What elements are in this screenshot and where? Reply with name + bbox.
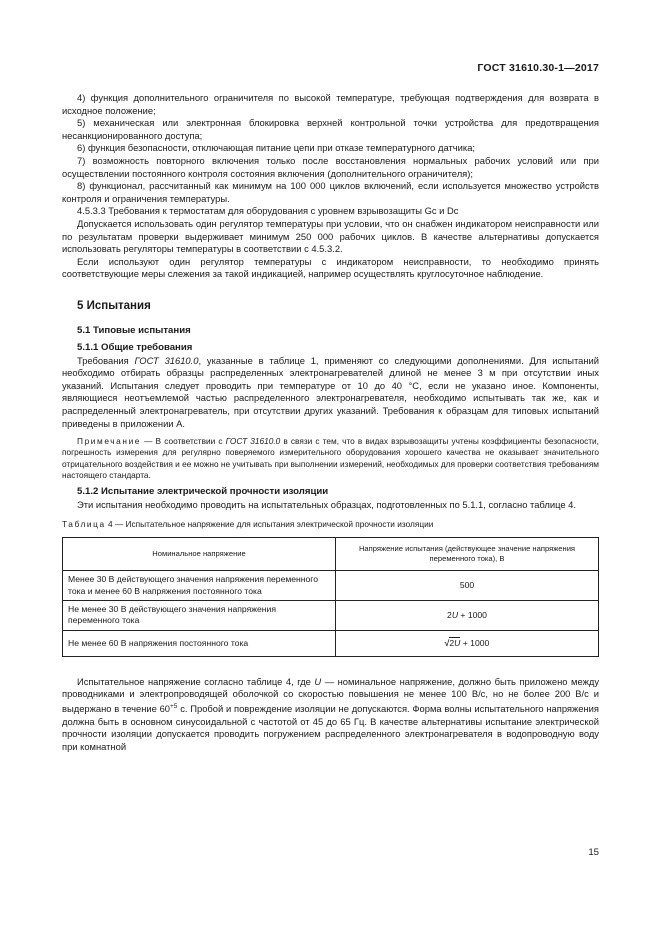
list-item: 5) механическая или электронная блокировка верхней контрольной точки устройства для предотвращения несанкционированного доступа; (62, 117, 599, 141)
standard-reference: ГОСТ 31610.0 (134, 354, 199, 366)
standard-reference: ГОСТ 31610.0 (225, 436, 281, 447)
table-row (63, 571, 599, 601)
page-content (62, 92, 599, 754)
paragraph-5-1-1: Требования ГОСТ 31610.0, указанные в таблице 1, применяют со следующими дополнениями. Для испытаний необходимо отбирать образцы распределенных электронагревателей длиной не менее 3 м при отсутствии иных указаний. Испытания следует проводить при температуре от 10 до 40 °С, если не указано иное. Компоненты, являющиеся неотъемлемой частью распределенного электронагревателя, необходимо испытывать так же, как и распределенный электронагреватель, при отсутствии других указаний. Требования к образцам для типовых испытаний приведены в приложении А. (62, 354, 600, 429)
clause-4-5-3-3: 4.5.3.3 Требования к термостатам для оборудования с уровнем взрывозащиты Gc и Dc (77, 205, 459, 217)
nominal-cell: Не менее 60 В напряжения постоянного тока (63, 630, 336, 656)
paragraph-monitoring: Если используют один регулятор температуры с индикатором неисправности, то необходимо принять соответствующие меры слежения за такой индикацией, например осуществлять круглосуточное наблюдение. (62, 255, 599, 280)
section-5-title: 5 Испытания (77, 299, 151, 312)
paragraph-5-1-2: Эти испытания необходимо проводить на испытательных образцах, подготовленных по 5.1.1, согласно таблице 4. (77, 498, 576, 510)
table-row (63, 630, 599, 656)
note: Примечание — В соответствии с ГОСТ 31610.0 в связи с тем, что в видах взрывозащиты учтены коэффициенты безопасности, погрешность измерения для регулярно поверяемого измерительного оборудования хорошего качества не оказывает значительного отрицательного воздействия и ее можно не учитывать при выполнении измерений, необходимых для проверки соответствия требованиям настоящего стандарта. (62, 436, 600, 480)
test-voltage-table (62, 537, 599, 657)
column-header-test-voltage: Напряжение испытания (действующее значение напряжения переменного тока), В (336, 538, 599, 571)
table-header-row (63, 538, 599, 571)
nominal-cell: Не менее 30 В действующего значения напряжения переменного тока (63, 601, 336, 631)
list-item: 8) функционал, рассчитанный как минимум на 100 000 циклов включений, если используется множество устройств контроля и ограничения температуры. (62, 180, 599, 204)
list-item: 7) возможность повторного включения только после восстановления нормальных рабочих условий или при осуществлении постоянного контроля состояния включения (дополнительного ограничителя); (62, 154, 599, 179)
list-item: 4) функция дополнительного ограничителя по высокой температуре, требующая подтверждения для возврата в исходное положение; (62, 92, 599, 116)
page-number: 15 (588, 847, 599, 858)
paragraph-after-table: Испытательное напряжение согласно таблице 4, где U — номинальное напряжение, должно быть приложено между проводниками и электропроводящей оболочкой со скоростью повышения не менее 100 В/с, но не более 200 В/с и выдержано в течение $60^{+5}$ с. Пробой и повреждение изоляции не допускаются. Форма волны испытательного напряжения должна быть в основном синусоидальной с частотой от 45 до 65 Гц. В качестве альтернативы испытание электрической прочности изоляции допускается проводить погружением распределенного электронагревателя в водопроводную воду при комнатной (62, 675, 600, 752)
table-row (63, 601, 599, 631)
square-root-sign: √ (444, 637, 450, 648)
table-caption: Таблица 4 — Испытательное напряжение для испытания электрической прочности изоляции (62, 519, 434, 530)
section-5-1-2-title: 5.1.2 Испытание электрической прочности изоляции (77, 486, 329, 498)
nominal-cell: Менее 30 В действующего значения напряжения переменного тока и менее 60 В напряжения постоянного тока (63, 571, 336, 601)
section-5-1-1-title: 5.1.1 Общие требования (77, 342, 193, 354)
section-5-1-title: 5.1 Типовые испытания (77, 324, 191, 336)
list-item: 6) функция безопасности, отключающая питание цепи при отказе температурного датчика; (77, 142, 476, 154)
note-label: Примечание (77, 436, 142, 447)
test-voltage-cell: 2U + 1000 (336, 601, 599, 631)
standard-header: ГОСТ 31610.30-1—2017 (477, 62, 599, 74)
paragraph-single-regulator: Допускается использовать один регулятор температуры при условии, что он снабжен индикатором неисправности или по результатам проверки выдерживает минимум 250 000 рабочих циклов. В качестве альтернативы допускается использовать регуляторы температуры в соответствии с 4.5.3.2. (62, 217, 599, 255)
test-voltage-cell: 500 (336, 571, 599, 601)
test-voltage-cell: √2U + 1000 (336, 630, 599, 656)
column-header-nominal: Номинальное напряжение (63, 538, 336, 571)
